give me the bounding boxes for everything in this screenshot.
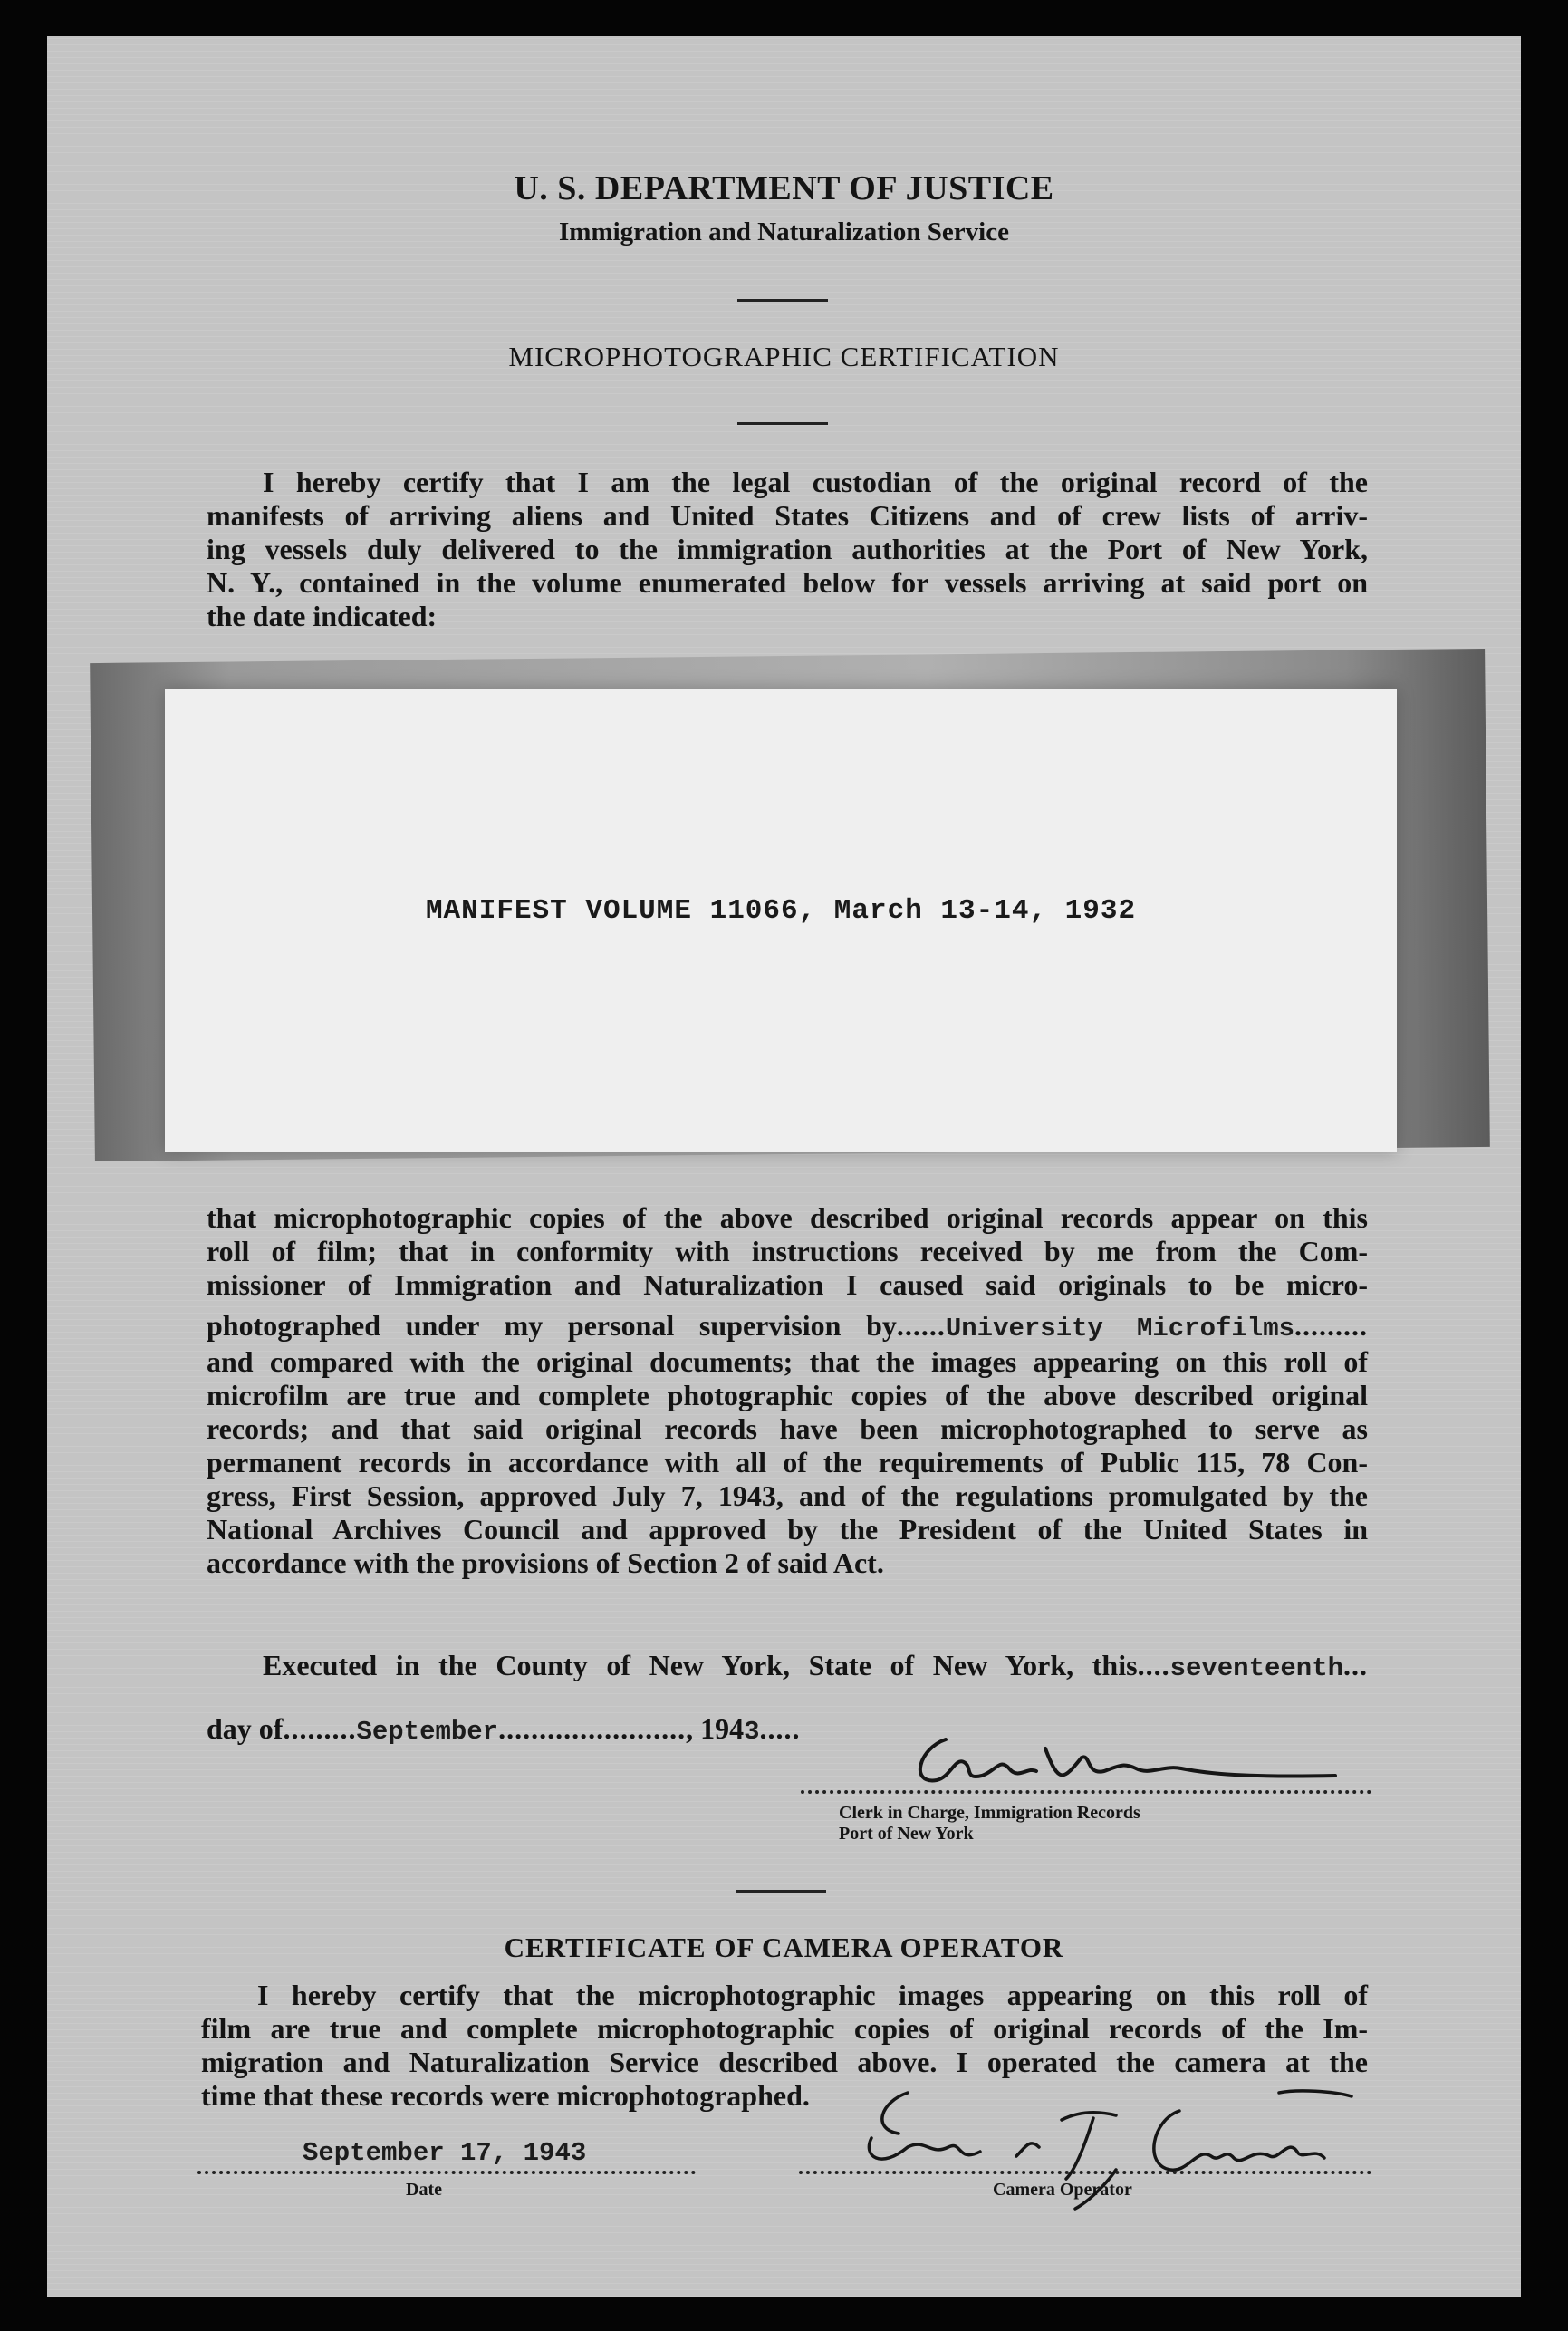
executed-day: seventeenth: [1169, 1653, 1343, 1683]
camera-operator-line: [799, 2171, 1371, 2174]
clerk-title: [839, 1803, 1140, 1845]
certification-page: [47, 36, 1521, 2297]
body-line: gress, First Session, approved July 7, 1943, and of the regulations promulgated by the: [207, 1479, 1368, 1512]
header-divider: [737, 299, 828, 302]
clerk-title-line: Port of New York: [839, 1824, 974, 1844]
supervision-prefix: photographed under my personal supervision by: [207, 1309, 897, 1342]
intro-line: ing vessels duly delivered to the immigration authorities at the Port of New York,: [207, 533, 1368, 565]
executed-month: September: [356, 1717, 499, 1747]
camera-line: time that these records were microphotographed.: [201, 2079, 810, 2112]
body-line: that microphotographic copies of the above described original records appear on this: [207, 1201, 1368, 1234]
body-paragraph: [207, 1201, 1368, 1580]
supervisor-name: University Microfilms: [945, 1314, 1294, 1344]
camera-date-label: Date: [406, 2180, 442, 2200]
camera-line: migration and Naturalization Service described above. I operated the camera at the: [201, 2046, 1368, 2078]
executed-line: Executed in the County of New York, State of New York, this....seventeenth...: [263, 1649, 1368, 1683]
section-divider: [736, 1890, 826, 1893]
executed-paragraph: [207, 1649, 1368, 1685]
manifest-volume-text: MANIFEST VOLUME 11066, March 13-14, 1932: [425, 895, 1137, 927]
camera-date-value: September 17, 1943: [303, 2138, 587, 2168]
body-line: missioner of Immigration and Naturalization I caused said originals to be micro-: [207, 1268, 1368, 1301]
clerk-signature-line: [801, 1790, 1371, 1794]
camera-operator-label: Camera Operator: [993, 2180, 1132, 2200]
camera-date-line: [197, 2171, 696, 2174]
body-line: permanent records in accordance with all of the requirements of Public 115, 78 Con-: [207, 1446, 1368, 1479]
camera-line: film are true and complete microphotographic copies of original records of the Im-: [201, 2012, 1368, 2045]
certification-title: MICROPHOTOGRAPHIC CERTIFICATION: [508, 341, 1060, 372]
service-heading: Immigration and Naturalization Service: [559, 217, 1009, 246]
year-prefix: , 194: [686, 1712, 745, 1745]
body-line: accordance with the provisions of Section 2 of said Act.: [207, 1546, 884, 1579]
intro-line: N. Y., contained in the volume enumerated below for vessels arriving at said port on: [207, 566, 1368, 599]
day-of-line: day of.........September......................., 1943.....: [207, 1712, 801, 1747]
day-of-label: day of: [207, 1712, 284, 1745]
department-heading: U. S. DEPARTMENT OF JUSTICE: [514, 169, 1054, 207]
camera-line: I hereby certify that the microphotographic images appearing on this roll of: [257, 1979, 1368, 2011]
clerk-title-line: Clerk in Charge, Immigration Records: [839, 1803, 1140, 1823]
camera-certificate-title: CERTIFICATE OF CAMERA OPERATOR: [504, 1931, 1064, 1963]
intro-line: manifests of arriving aliens and United States Citizens and of crew lists of arriv-: [207, 499, 1368, 532]
title-divider: [737, 422, 828, 425]
supervision-line: photographed under my personal supervision by......University Microfilms.........: [207, 1309, 1368, 1344]
body-line: roll of film; that in conformity with instructions received by me from the Com-: [207, 1235, 1368, 1267]
intro-paragraph: [207, 466, 1368, 633]
body-line: and compared with the original documents; that the images appearing on this roll of: [207, 1345, 1368, 1378]
intro-line: I hereby certify that I am the legal custodian of the original record of the: [263, 466, 1368, 498]
body-line: microfilm are true and complete photographic copies of the above described original: [207, 1379, 1368, 1411]
manifest-label: [165, 689, 1397, 1152]
body-line: records; and that said original records have been microphotographed to serve as: [207, 1412, 1368, 1445]
year-digit: 3: [744, 1717, 760, 1747]
intro-line: the date indicated:: [207, 600, 438, 632]
executed-prefix: Executed in the County of New York, State of New York, this: [263, 1649, 1138, 1681]
body-line: National Archives Council and approved by the President of the United States in: [207, 1513, 1368, 1546]
